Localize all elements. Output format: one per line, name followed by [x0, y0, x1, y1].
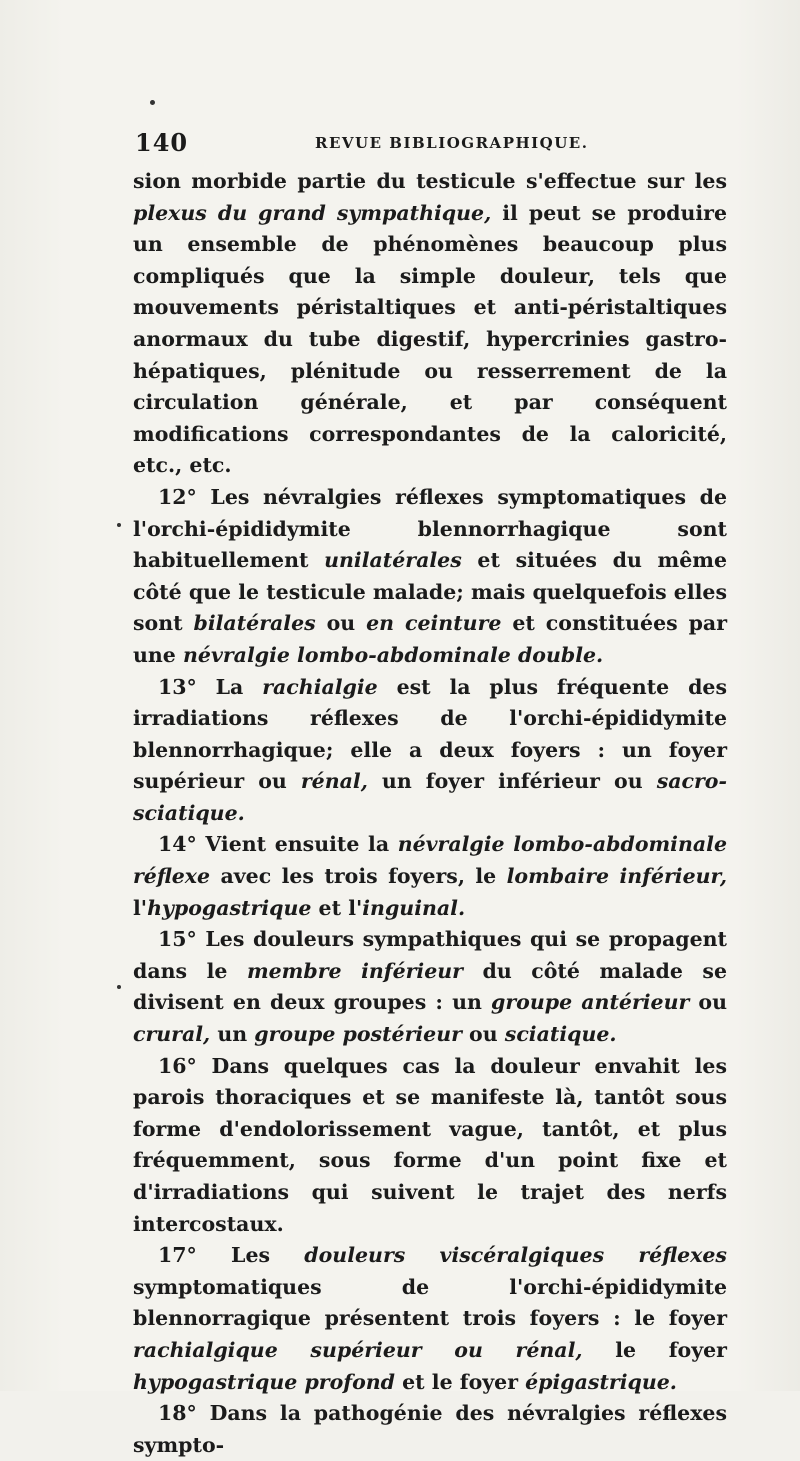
paragraph-14: 14° Vient ensuite la névralgie lombo-abdominale réflexe avec les trois foyers, le lombaire inférieur, l'hypogastrique et l'inguinal. [133, 832, 727, 920]
ink-speck [117, 523, 121, 527]
ink-speck [117, 985, 121, 989]
page-number: 140 [135, 128, 189, 157]
paragraph-12: 12° Les névralgies réflexes symptomatiques de l'orchi-épididymite blennorrhagique sont habituellement unilatérales et situées du même côté que le testicule malade; mais quelquefois elles sont bilatérales ou en ceinture et constituées par une névralgie lombo-abdominale double. [133, 484, 727, 667]
running-head: REVUE BIBLIOGRAPHIQUE. [315, 134, 589, 152]
paragraph-17: 17° Les douleurs viscéralgiques réflexes symptomatiques de l'orchi-épididymite blennorragique présentent trois foyers : le foyer rachialgique supérieur ou rénal, le foyer hypogastrique profond et le foyer épigastrique. [133, 1243, 727, 1394]
paragraph-18: 18° Dans la pathogénie des névralgies réflexes sympto- [133, 1401, 727, 1457]
paragraph-16: 16° Dans quelques cas la douleur envahit les parois thoraciques et se manifeste là, tantôt sous forme d'endolorissement vague, tantôt, et plus fréquemment, sous forme d'un point fixe et d'irradiations qui suivent le trajet des nerfs intercostaux. [133, 1053, 727, 1236]
paragraph-15: 15° Les douleurs sympathiques qui se propagent dans le membre inférieur du côté malade se divisent en deux groupes : un groupe antérieur ou crural, un groupe postérieur ou sciatique. [133, 927, 728, 1047]
paragraph-13: 13° La rachialgie est la plus fréquente des irradiations réflexes de l'orchi-épididymite blennorrhagique; elle a deux foyers : un foyer supérieur ou rénal, un foyer inférieur ou sacro-sciatique. [133, 674, 728, 825]
paragraph-intro: sion morbide partie du testicule s'effectue sur les plexus du grand sympathique, il peut se produire un ensemble de phénomènes beaucoup plus compliqués que la simple douleur, tels que mouvements péristaltiques et anti-péristaltiques anormaux du tube digestif, hypercrinies gastro-hépatiques, plénitude ou resserrement de la circulation générale, et par conséquent modifications correspondantes de la caloricité, etc., etc. [133, 169, 727, 478]
page-header [135, 128, 725, 164]
body-text [133, 166, 727, 1461]
ink-speck [150, 100, 155, 105]
